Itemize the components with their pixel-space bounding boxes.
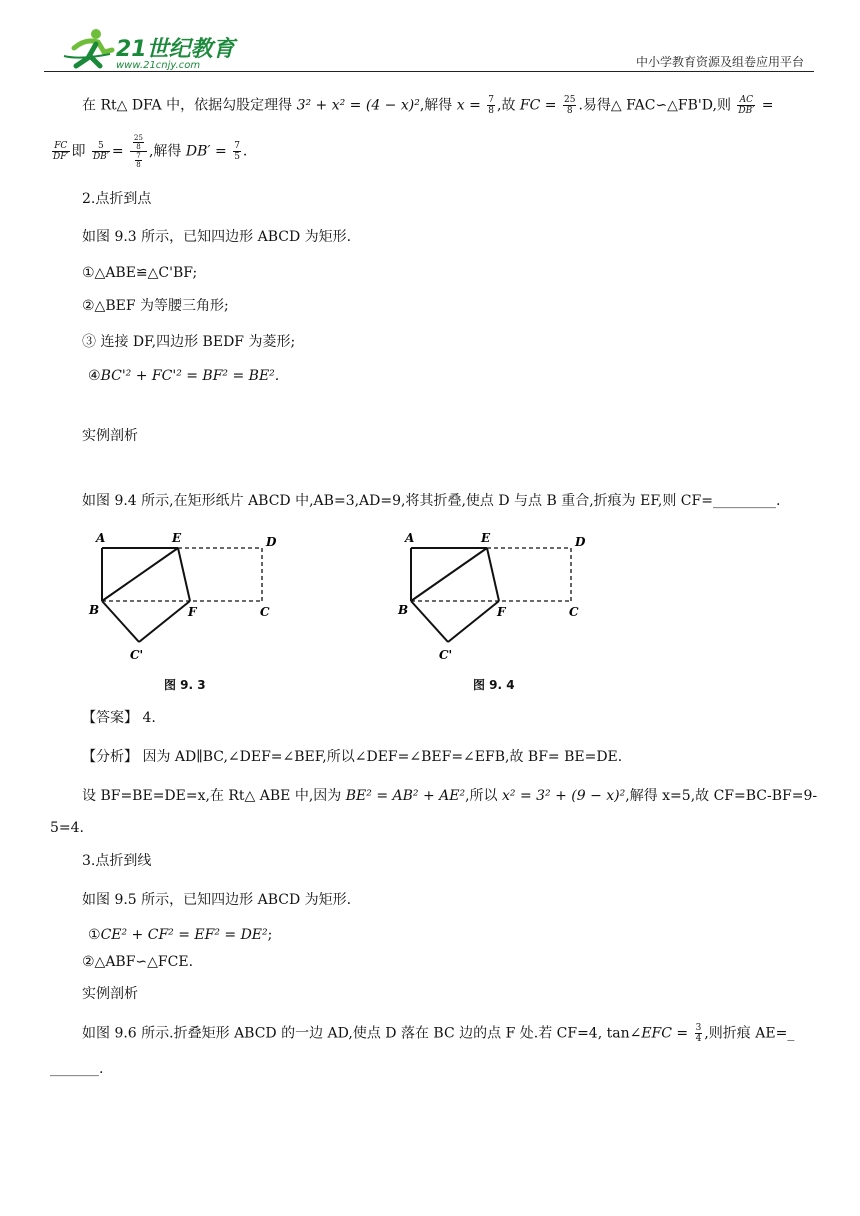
- example-heading: 实例剖析: [82, 428, 138, 444]
- text-segment: ,解得: [148, 143, 182, 160]
- problem-text: 如图 9.4 所示,在矩形纸片 ABCD 中,AB=3,AD=9,将其折叠,使点 D 与点 B 重合,折痕为 EF,则 CF=_________.: [82, 493, 781, 509]
- point-label-f: F: [497, 605, 506, 619]
- point-label-a: A: [96, 531, 106, 545]
- analysis-text: 因为 AD∥BC,∠DEF=∠BEF,所以∠DEF=∠BEF=∠EFB,故 BF= BE=DE.: [138, 749, 623, 765]
- text-segment: .易得△ FAC∽△FB'D,则: [578, 97, 731, 114]
- property-item: [88, 926, 272, 944]
- text-segment: ,解得: [419, 97, 453, 114]
- point-label-c-prime: C': [130, 648, 144, 662]
- text-segment: ,故: [497, 97, 516, 114]
- problem-text-cont: _______.: [50, 1061, 104, 1077]
- equation: BC'² + FC'² = BF² = BE².: [100, 368, 280, 384]
- section-intro: 如图 9.3 所示，已知四边形 ABCD 为矩形.: [82, 229, 352, 245]
- figure-caption: 图 9. 4: [473, 678, 515, 692]
- equation: x² = 3² + (9 − x)²: [502, 788, 626, 804]
- figure-caption: 图 9. 3: [164, 678, 206, 692]
- text-segment: 即: [71, 143, 86, 160]
- section-title: 3.点折到线: [82, 853, 152, 869]
- point-label-d: D: [575, 535, 586, 549]
- text-segment: 如图 9.6 所示.折叠矩形 ABCD 的一边 AD,使点 D 落在 BC 边的点 F 处.若 CF=4, tan: [82, 1025, 630, 1042]
- property-item: ③ 连接 DF,四边形 BEDF 为菱形;: [82, 334, 296, 350]
- header-divider: [44, 71, 814, 72]
- equation: BE² = AB² + AE²: [345, 788, 466, 804]
- property-item: ①△ABE≌△C'BF;: [82, 265, 198, 281]
- property-item: ②△ABF∽△FCE.: [82, 954, 194, 970]
- section-title: 2.点折到点: [82, 191, 152, 207]
- solution-line: [82, 787, 817, 805]
- analysis-label: 【分析】: [82, 749, 138, 765]
- point-label-d: D: [266, 535, 277, 549]
- point-label-c: C: [569, 605, 579, 619]
- item-number: ①: [88, 927, 101, 943]
- text-segment: 设 BF=BE=DE=x,在 Rt△ ABE 中,因为: [82, 788, 342, 804]
- figure-9-3: [84, 528, 284, 668]
- answer-label: 【答案】: [82, 710, 138, 726]
- logo-text: 21世纪教育: [116, 37, 235, 62]
- logo: [60, 26, 240, 76]
- text-segment: 在 Rt△ DFA 中，依据勾股定理得: [82, 97, 293, 114]
- runner-logo-icon: [60, 26, 116, 72]
- section-intro: 如图 9.5 所示，已知四边形 ABCD 为矩形.: [82, 892, 352, 908]
- platform-name: 中小学教育资源及组卷应用平台: [635, 55, 804, 69]
- property-item: [88, 367, 279, 385]
- point-label-e: E: [172, 531, 182, 545]
- answer-value: 4.: [138, 710, 156, 726]
- analysis-line: [82, 748, 622, 766]
- example-heading: 实例剖析: [82, 986, 138, 1002]
- equation: 3² + x² = (4 − x)²: [296, 97, 420, 114]
- page-header: [0, 0, 860, 80]
- point-label-c-prime: C': [439, 648, 453, 662]
- text-segment: ;: [267, 927, 273, 943]
- logo-url: www.21cnjy.com: [116, 60, 201, 71]
- point-label-a: A: [405, 531, 415, 545]
- equation: ∠EFC =: [629, 1025, 689, 1042]
- text-segment: ,则折痕 AE=_: [704, 1025, 795, 1042]
- text-segment: ,解得 x=5,故 CF=BC-BF=9-: [625, 788, 818, 804]
- figure-9-4: [393, 528, 593, 668]
- point-label-c: C: [260, 605, 270, 619]
- solution-line-cont: 5=4.: [50, 820, 84, 836]
- point-label-b: B: [398, 603, 409, 617]
- item-number: ④: [88, 368, 101, 384]
- text-segment: ,所以: [465, 788, 498, 804]
- paragraph-pythagoras: 在 Rt△ DFA 中，依据勾股定理得 3² + x² = (4 − x)²,解得 x = $\frac{7}{8}$ ,故 FC = $\frac{25}{8}$ .易得△ FAC∽△FB'D,则 $\frac{AC}{DB'}$ =: [82, 95, 774, 116]
- point-label-e: E: [481, 531, 491, 545]
- equation: CE² + CF² = EF² = DE²: [100, 927, 268, 943]
- answer-line: [82, 709, 156, 727]
- point-label-f: F: [188, 605, 197, 619]
- paragraph-pythagoras-cont: $\frac{FC}{DF'}$ 即 $\frac{5}{DB'}$ = $\frac{\frac{25}{8}}{\frac{7}{8}}$ ,解得 DB′ = $\frac{7}{5}$ .: [53, 134, 248, 169]
- property-item: ②△BEF 为等腰三角形;: [82, 298, 229, 314]
- point-label-b: B: [89, 603, 100, 617]
- problem-text: 如图 9.6 所示.折叠矩形 ABCD 的一边 AD,使点 D 落在 BC 边的点 F 处.若 CF=4, tan∠EFC = $\frac{3}{4}$ ,则折痕 AE=_: [82, 1023, 795, 1044]
